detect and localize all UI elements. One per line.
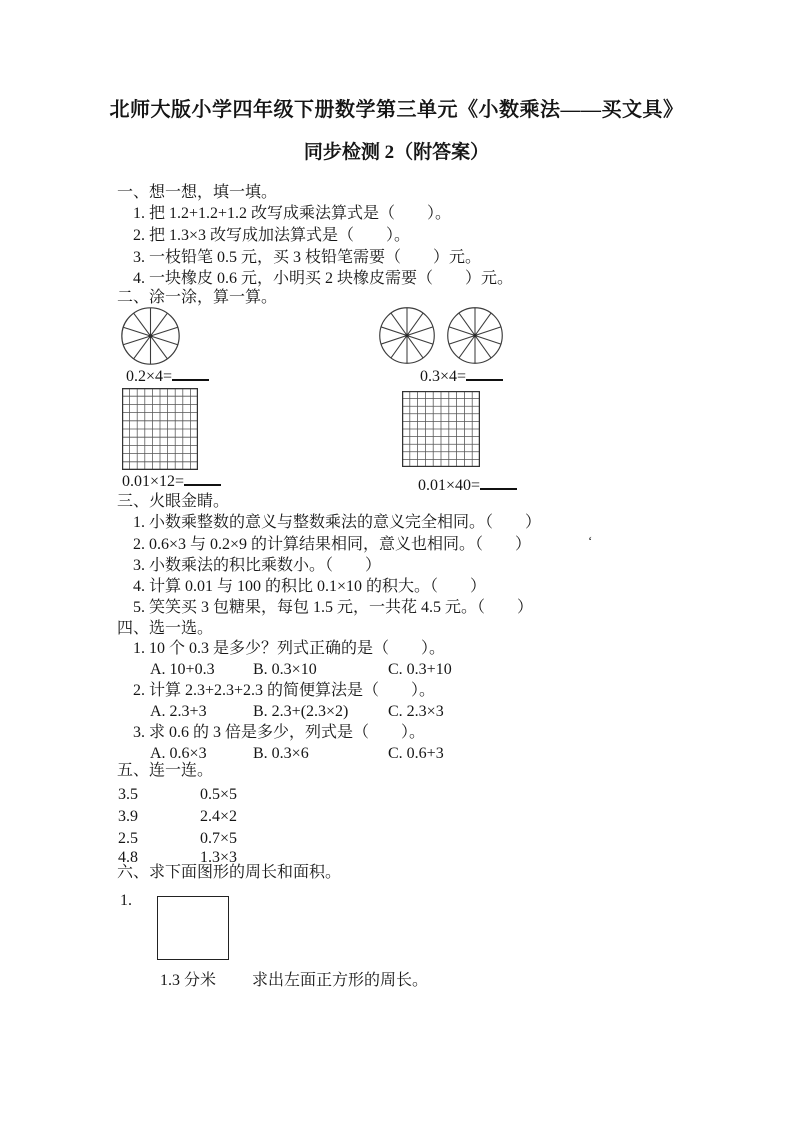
figure-item-number: 1. bbox=[120, 892, 132, 909]
choice-option-c: C. 0.3+10 bbox=[388, 661, 452, 678]
fraction-circle-figure bbox=[120, 306, 181, 366]
fraction-circle-figure bbox=[378, 306, 436, 365]
grid-expression-right bbox=[418, 475, 517, 496]
choice-question: 3. 求 0.6 的 3 倍是多少，列式是（ ）。 bbox=[133, 724, 426, 741]
choice-question: 2. 计算 2.3+2.3+2.3 的简便算法是（ ）。 bbox=[133, 682, 436, 699]
fill-in-item: 4. 一块橡皮 0.6 元，小明买 2 块橡皮需要（ ）元。 bbox=[133, 270, 514, 287]
match-right-expression: 0.5×5 bbox=[200, 786, 238, 803]
judge-item: 4. 计算 0.01 与 100 的积比 0.1×10 的积大。（ ） bbox=[133, 578, 487, 595]
answer-blank-line bbox=[172, 366, 209, 381]
match-right-expression: 0.7×5 bbox=[200, 830, 238, 847]
judge-item: 1. 小数乘整数的意义与整数乘法的意义完全相同。（ ） bbox=[133, 514, 542, 531]
side-length-label: 1.3 分米 bbox=[160, 972, 217, 989]
judge-item: 5. 笑笑买 3 包糖果，每包 1.5 元，一共花 4.5 元。（ ） bbox=[133, 599, 534, 616]
match-right-expression: 1.3×3 bbox=[200, 849, 238, 866]
section-1-heading: 一、想一想，填一填。 bbox=[117, 184, 278, 201]
answer-blank-line bbox=[480, 475, 517, 490]
choice-option-a: A. 10+0.3 bbox=[150, 661, 215, 678]
match-left-value: 3.5 bbox=[118, 786, 138, 803]
stray-quote-mark: ‘ bbox=[588, 533, 593, 548]
answer-blank-line bbox=[466, 366, 503, 381]
figure-instruction: 求出左面正方形的周长。 bbox=[252, 972, 429, 989]
square-figure bbox=[157, 896, 229, 960]
section-2-heading: 二、涂一涂，算一算。 bbox=[117, 289, 278, 306]
expression-text: 0.01×12= bbox=[122, 473, 185, 490]
fraction-circle-figure bbox=[446, 306, 504, 365]
choice-option-c: C. 0.6+3 bbox=[388, 745, 444, 762]
expression-text: 0.01×40= bbox=[418, 477, 481, 494]
judge-item: 3. 小数乘法的积比乘数小。（ ） bbox=[133, 557, 382, 574]
choice-question: 1. 10 个 0.3 是多少？列式正确的是（ ）。 bbox=[133, 640, 446, 657]
choice-option-b: B. 2.3+(2.3×2) bbox=[253, 703, 349, 720]
section-5-heading: 五、连一连。 bbox=[117, 762, 214, 779]
match-left-value: 4.8 bbox=[118, 849, 138, 866]
section-6-heading: 六、求下面图形的周长和面积。 bbox=[117, 864, 342, 881]
choice-option-a: A. 0.6×3 bbox=[150, 745, 207, 762]
choice-option-a: A. 2.3+3 bbox=[150, 703, 207, 720]
match-left-value: 3.9 bbox=[118, 808, 138, 825]
page-title: 北师大版小学四年级下册数学第三单元《小数乘法——买文具》 bbox=[109, 99, 684, 121]
circle-expression-left bbox=[126, 366, 209, 387]
match-left-value: 2.5 bbox=[118, 830, 138, 847]
circle-expression-right bbox=[420, 366, 503, 387]
choice-option-b: B. 0.3×6 bbox=[253, 745, 309, 762]
hundredths-grid-figure bbox=[122, 388, 198, 470]
fill-in-item: 1. 把 1.2+1.2+1.2 改写成乘法算式是（ ）。 bbox=[133, 205, 452, 222]
page-subtitle: 同步检测 2（附答案） bbox=[303, 142, 490, 163]
fill-in-item: 2. 把 1.3×3 改写成加法算式是（ ）。 bbox=[133, 227, 411, 244]
judge-item: 2. 0.6×3 与 0.2×9 的计算结果相同，意义也相同。（ ） bbox=[133, 536, 532, 553]
match-right-expression: 2.4×2 bbox=[200, 808, 238, 825]
choice-option-c: C. 2.3×3 bbox=[388, 703, 444, 720]
fill-in-item: 3. 一枝铅笔 0.5 元，买 3 枝铅笔需要（ ）元。 bbox=[133, 249, 482, 266]
answer-blank-line bbox=[184, 471, 221, 486]
section-3-heading: 三、火眼金睛。 bbox=[117, 493, 230, 510]
expression-text: 0.2×4= bbox=[126, 368, 173, 385]
section-4-heading: 四、选一选。 bbox=[117, 620, 214, 637]
hundredths-grid-figure bbox=[402, 391, 480, 467]
choice-option-b: B. 0.3×10 bbox=[253, 661, 317, 678]
grid-expression-left bbox=[122, 471, 221, 492]
expression-text: 0.3×4= bbox=[420, 368, 467, 385]
